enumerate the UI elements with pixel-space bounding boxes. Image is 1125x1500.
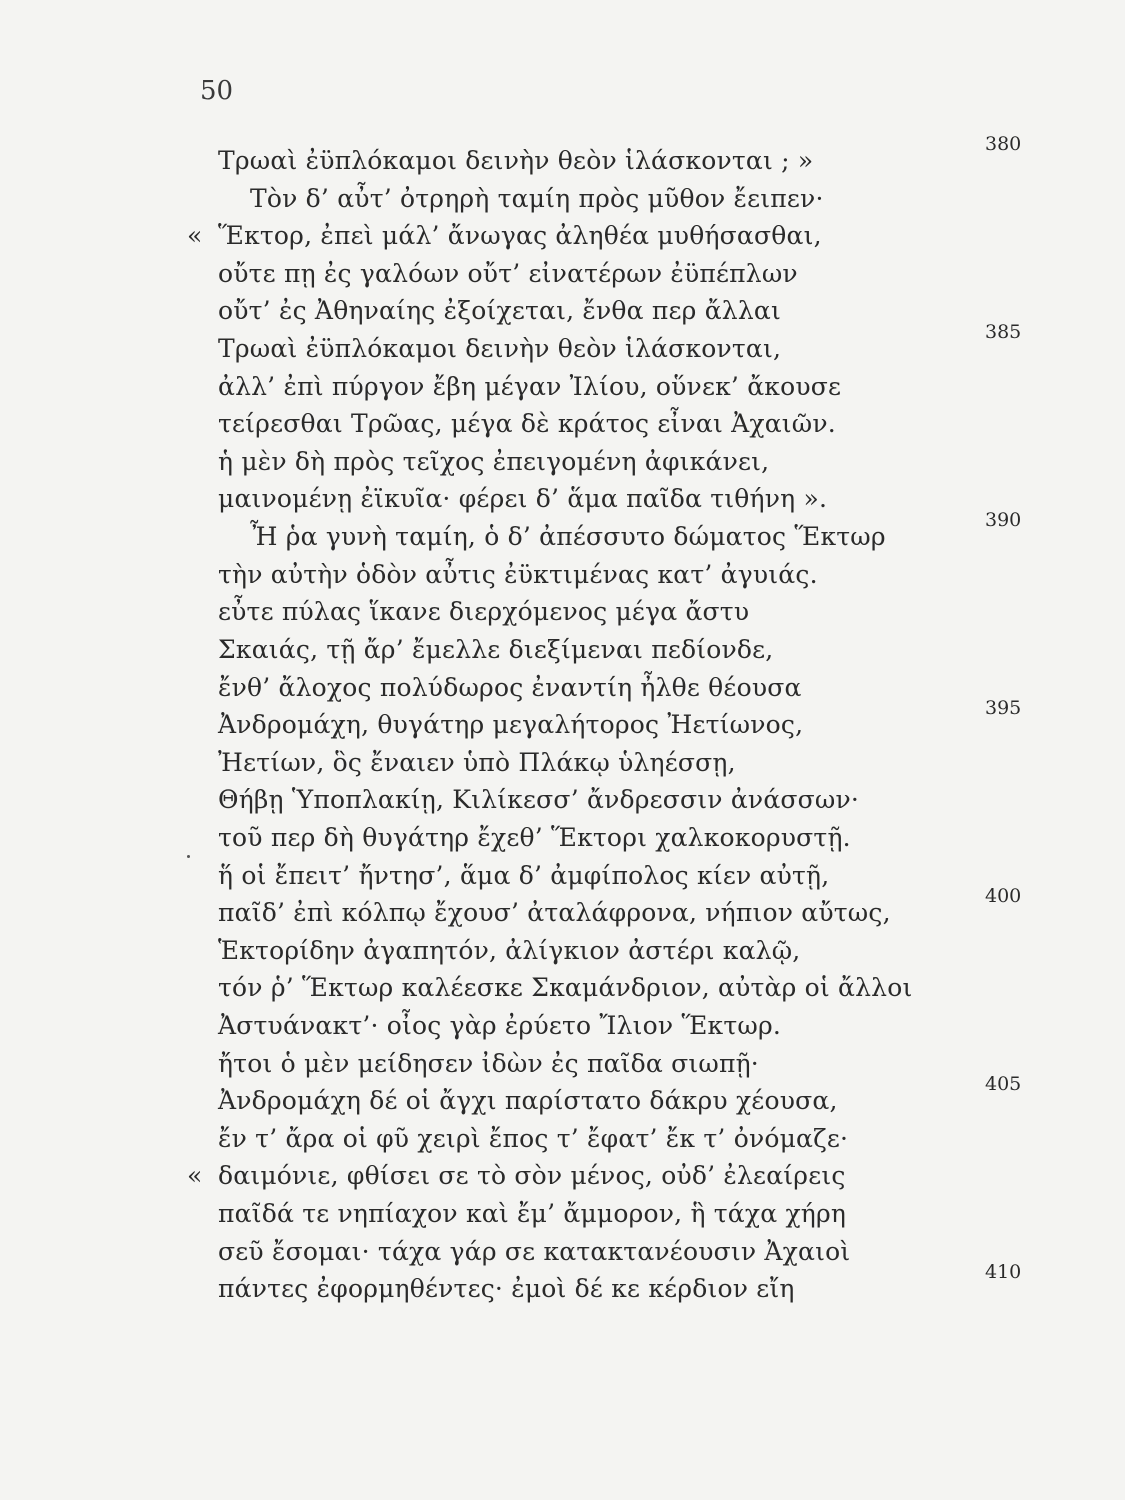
verse-line: [0, 669, 1125, 707]
verse-text: Ἕκτορ, ἐπεὶ μάλ’ ἄνωγας ἀληθέα μυθήσασθαι,: [218, 221, 822, 251]
verse-text: τὴν αὐτὴν ὁδὸν αὖτις ἐϋκτιμένας κατ’ ἀγυιάς.: [218, 559, 818, 589]
verse-text: ἤτοι ὁ μὲν μείδησεν ἰδὼν ἐς παῖδα σιωπῇ·: [218, 1048, 759, 1078]
verse-text: μαινομένῃ ἐϊκυῖα· φέρει δ’ ἅμα παῖδα τιθήνη ».: [218, 484, 828, 514]
verse-text: ἔνθ’ ἄλοχος πολύδωρος ἐναντίη ἦλθε θέουσα: [218, 672, 802, 702]
verse-line: [0, 1195, 1125, 1233]
verse-text: εὖτε πύλας ἵκανε διερχόμενος μέγα ἄστυ: [218, 597, 750, 627]
line-number: 410: [985, 1261, 1022, 1284]
line-number: 385: [985, 321, 1022, 344]
line-number: 380: [985, 133, 1022, 155]
print-speck: [187, 855, 190, 858]
verse-text: πάντες ἐφορμηθέντες· ἐμοὶ δέ κε κέρδιον εἴη: [218, 1274, 795, 1304]
verse-line: [0, 697, 1125, 744]
verse-line: [0, 1007, 1125, 1045]
verse-line: [0, 405, 1125, 443]
verse-text: τόν ῥ’ Ἕκτωρ καλέεσκε Σκαμάνδριον, αὐτὰρ οἱ ἄλλοι: [218, 973, 913, 1003]
verse-line: [0, 292, 1125, 330]
verse-text: Ἦ ῥα γυνὴ ταμίη, ὁ δ’ ἀπέσσυτο δώματος Ἕκτωρ: [250, 522, 886, 552]
line-number: 390: [985, 509, 1022, 532]
verse-line: [0, 443, 1125, 481]
verse-text: Τρωαὶ ἐϋπλόκαμοι δεινὴν θεὸν ἱλάσκονται ; »: [218, 146, 814, 175]
verse-line: [0, 255, 1125, 293]
verse-text: σεῦ ἔσομαι· τάχα γάρ σε κατακτανέουσιν Ἀχαιοὶ: [218, 1236, 851, 1266]
verse-text: Τρωαὶ ἐϋπλόκαμοι δεινὴν θεὸν ἱλάσκονται,: [218, 334, 782, 364]
page-number: 50: [200, 76, 234, 106]
verse-text: ἔν τ’ ἄρα οἱ φῦ χειρὶ ἔπος τ’ ἔφατ’ ἔκ τ’ ὀνόμαζε·: [218, 1123, 849, 1153]
verse-line: [0, 180, 1125, 218]
verse-line: [0, 593, 1125, 631]
verse-line: [0, 1157, 1125, 1195]
verse-text: παῖδά τε νηπίαχον καὶ ἔμ’ ἄμμορον, ἣ τάχα χήρη: [218, 1199, 847, 1229]
verse-text: Ἀνδρομάχη, θυγάτηρ μεγαλήτορος Ἠετίωνος,: [218, 710, 804, 740]
verse-text: ἡ μὲν δὴ πρὸς τεῖχος ἐπειγομένη ἀφικάνει,: [218, 446, 770, 476]
verse-line: [0, 217, 1125, 255]
verse-line: [0, 1045, 1125, 1083]
verse-line: [0, 631, 1125, 669]
verse-text: δαιμόνιε, φθίσει σε τὸ σὸν μένος, οὐδ’ ἐλεαίρεις: [218, 1161, 846, 1191]
verse-line: [0, 368, 1125, 406]
verse-text: Ἀνδρομάχη δέ οἱ ἄγχι παρίστατο δάκρυ χέουσα,: [218, 1086, 838, 1116]
verse-text: Ἠετίων, ὃς ἔναιεν ὑπὸ Πλάκῳ ὑληέσσῃ,: [218, 747, 736, 777]
verse-text: τοῦ περ δὴ θυγάτηρ ἔχεθ’ Ἕκτορι χαλκοκορυστῇ.: [218, 822, 851, 852]
verse-text: Τὸν δ’ αὖτ’ ὀτρηρὴ ταμίη πρὸς μῦθον ἔειπεν·: [250, 183, 824, 213]
verse-line: [0, 1073, 1125, 1120]
opening-quote-mark: «: [187, 1161, 203, 1191]
line-number: 405: [985, 1073, 1022, 1096]
verse-line: [0, 857, 1125, 895]
line-number: 395: [985, 697, 1022, 720]
verse-line: [0, 819, 1125, 857]
verse-line: [0, 556, 1125, 594]
verse-line: [0, 133, 1125, 180]
verse-text: ἥ οἱ ἔπειτ’ ἤντησ’, ἅμα δ’ ἀμφίπολος κίεν αὐτῇ,: [218, 860, 830, 890]
verse-line: [0, 744, 1125, 782]
verse-text: Θήβῃ Ὑποπλακίῃ, Κιλίκεσσ’ ἄνδρεσσιν ἀνάσσων·: [218, 785, 860, 815]
verse-text: παῖδ’ ἐπὶ κόλπῳ ἔχουσ’ ἀταλάφρονα, νήπιον αὔτως,: [218, 898, 891, 928]
verse-line: [0, 781, 1125, 819]
verse-text: οὔτε πῃ ἐς γαλόων οὔτ’ εἰνατέρων ἐϋπέπλων: [218, 258, 798, 288]
verse-line: [0, 1261, 1125, 1308]
verse-text: Ἑκτορίδην ἀγαπητόν, ἀλίγκιον ἀστέρι καλῷ,: [218, 935, 801, 965]
verse-text: τείρεσθαι Τρῶας, μέγα δὲ κράτος εἶναι Ἀχαιῶν.: [218, 409, 836, 439]
verse-line: [0, 932, 1125, 970]
verse-line: [0, 1233, 1125, 1271]
verse-text: Ἀστυάνακτ’· οἶος γὰρ ἐρύετο Ἴλιον Ἕκτωρ.: [218, 1011, 781, 1041]
verse-text: ἀλλ’ ἐπὶ πύργον ἔβη μέγαν Ἰλίου, οὕνεκ’ ἄκουσε: [218, 371, 842, 401]
verse-block: [0, 133, 1125, 1308]
line-number: 400: [985, 885, 1022, 908]
verse-line: [0, 885, 1125, 932]
verse-line: [0, 969, 1125, 1007]
opening-quote-mark: «: [187, 221, 203, 251]
verse-line: [0, 509, 1125, 556]
verse-line: [0, 1120, 1125, 1158]
verse-line: [0, 321, 1125, 368]
verse-line: [0, 480, 1125, 518]
verse-text: οὔτ’ ἐς Ἀθηναίης ἐξοίχεται, ἔνθα περ ἄλλαι: [218, 296, 781, 326]
verse-text: Σκαιάς, τῇ ἄρ’ ἔμελλε διεξίμεναι πεδίονδε,: [218, 634, 774, 664]
